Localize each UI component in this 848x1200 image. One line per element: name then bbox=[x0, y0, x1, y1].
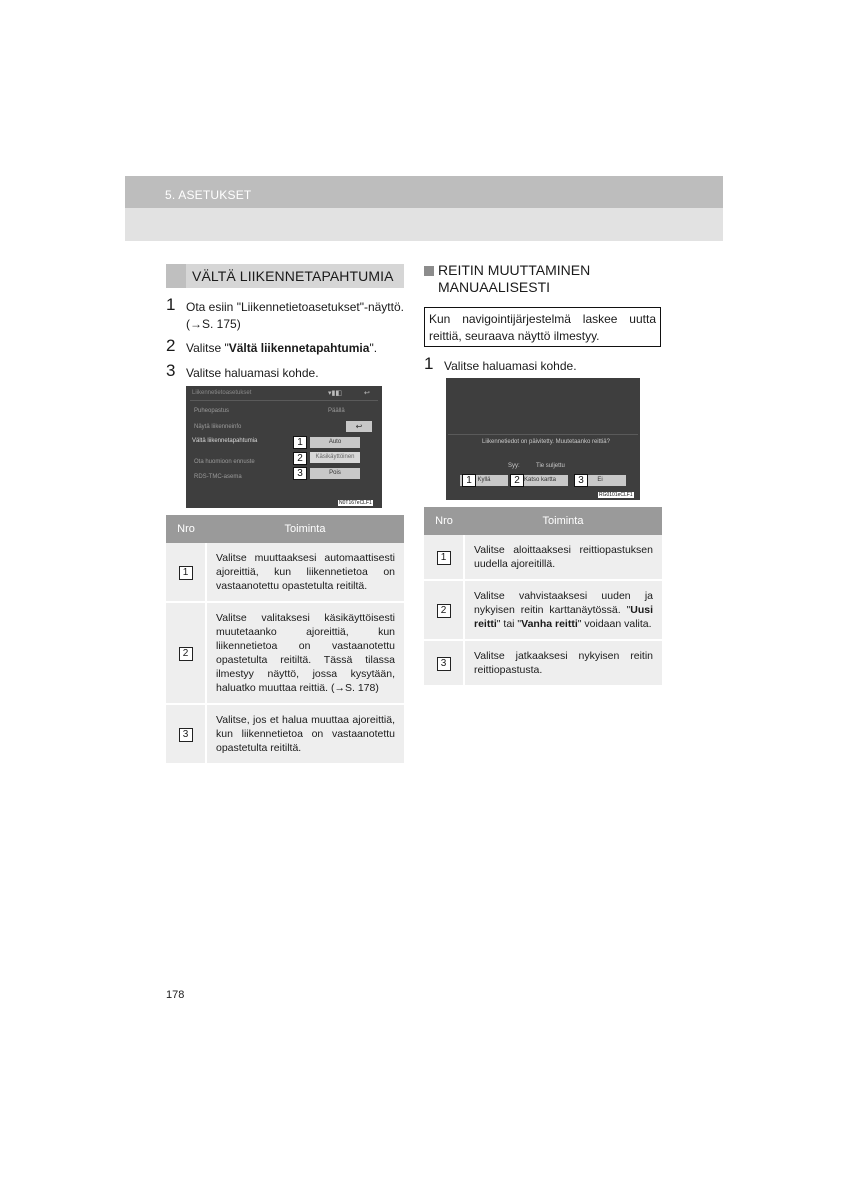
table-row bbox=[424, 640, 662, 686]
info-note-box: Kun navigointijärjestelmä laskee uutta reittiä, seuraava näyttö ilmestyy. bbox=[424, 307, 661, 347]
divider bbox=[448, 434, 638, 435]
row-show-traffic: Näytä liikenneinfo bbox=[194, 424, 242, 430]
col-header-toiminta: Toiminta bbox=[464, 507, 662, 535]
callout-1: 1 bbox=[462, 474, 476, 487]
reason-label: Syy: bbox=[508, 463, 520, 469]
chapter-title: 5. ASETUKSET bbox=[165, 188, 252, 202]
no-button[interactable]: Ei bbox=[574, 475, 626, 486]
reason-value: Tie suljettu bbox=[536, 463, 565, 469]
section-title-line2: MANUAALISESTI bbox=[438, 279, 551, 295]
row-number: 3 bbox=[179, 728, 193, 742]
screen-route-change bbox=[446, 378, 640, 500]
manual-button[interactable]: Käsikäyttöinen bbox=[310, 452, 360, 463]
off-button[interactable]: Pois bbox=[310, 468, 360, 479]
page-number: 178 bbox=[166, 989, 185, 1001]
option-new-route: Uusi reitti bbox=[474, 604, 653, 630]
row-text: Valitse valitaksesi käsikäyttöisesti muutetaanko ajoreittiä, kun liikennetietoa on vastaanotettu opastetulta reitiltä. Tässä tilassa ilmestyy näyttö, jossa kysytään, haluatko muuttaa reittiä. (→S. 178) bbox=[206, 602, 404, 704]
row-text: Valitse aloittaaksesi reittiopastuksen uudella ajoreitillä. bbox=[464, 535, 662, 580]
callout-3: 3 bbox=[574, 474, 588, 487]
section-title-text: VÄLTÄ LIIKENNETAPAHTUMIA bbox=[192, 268, 394, 284]
table-row bbox=[166, 602, 404, 704]
col-header-nro: Nro bbox=[166, 515, 206, 543]
row-text: Valitse, jos et halua muuttaa ajoreittiä, kun liikennetietoa on vastaanotettu opastetulta reitiltä. bbox=[206, 704, 404, 764]
row-rds-tmc: RDS-TMC-asema bbox=[194, 474, 242, 480]
option-old-route: Vanha reitti bbox=[521, 618, 578, 630]
col-header-toiminta: Toiminta bbox=[206, 515, 404, 543]
section-title-left bbox=[166, 264, 404, 288]
row-number: 1 bbox=[437, 551, 451, 565]
step-2 bbox=[166, 336, 406, 358]
table-row bbox=[424, 535, 662, 580]
callout-2: 2 bbox=[293, 452, 307, 465]
auto-button[interactable]: Auto bbox=[310, 437, 360, 448]
row-avoid-traffic: Vältä liikennetapahtumia bbox=[192, 438, 258, 444]
step-1-right bbox=[424, 354, 664, 376]
row-number: 2 bbox=[179, 647, 193, 661]
row-text: Valitse jatkaaksesi nykyisen reitin reittiopastusta. bbox=[464, 640, 662, 686]
callout-2: 2 bbox=[510, 474, 524, 487]
section-marker bbox=[166, 264, 186, 288]
row-text: Valitse muuttaaksesi automaattisesti ajoreittiä, kun liikennetietoa on vastaanotettu opastetulta reitiltä. bbox=[206, 543, 404, 602]
right-table bbox=[424, 507, 662, 687]
table-row bbox=[166, 704, 404, 764]
back-icon: ↩ bbox=[364, 390, 370, 397]
row-number: 1 bbox=[179, 566, 193, 580]
view-map-button[interactable]: Katso kartta bbox=[512, 475, 568, 486]
divider bbox=[190, 400, 378, 401]
section-title-line1: REITIN MUUTTAMINEN bbox=[438, 262, 591, 278]
step-number: 1 bbox=[166, 295, 176, 314]
step-3 bbox=[166, 361, 406, 383]
yes-button[interactable]: Kyllä bbox=[460, 475, 508, 486]
row-value-on: Päällä bbox=[328, 408, 345, 414]
route-question: Liikennetiedot on päivitetty. Muutetaanko reittiä? bbox=[482, 439, 610, 445]
row-consider-forecast: Ota huomioon ennuste bbox=[194, 459, 255, 465]
callout-3: 3 bbox=[293, 467, 307, 480]
step-text: Valitse haluamasi kohde. bbox=[444, 359, 577, 373]
callout-1: 1 bbox=[293, 436, 307, 449]
return-button[interactable]: ↩ bbox=[346, 421, 372, 432]
row-text-part: " tai " bbox=[496, 618, 522, 630]
row-number: 3 bbox=[437, 657, 451, 671]
step-number: 2 bbox=[166, 336, 176, 355]
step-bold-option: Vältä liikennetapahtumia bbox=[228, 341, 370, 355]
step-text: Valitse " bbox=[186, 341, 229, 355]
row-text-part: " voidaan valita. bbox=[577, 618, 652, 630]
step-text: Valitse haluamasi kohde. bbox=[186, 366, 319, 380]
step-text-end: ". bbox=[369, 341, 378, 355]
step-1 bbox=[166, 295, 406, 335]
screen-title: Liikennetietoasetukset bbox=[192, 390, 252, 396]
table-row bbox=[166, 543, 404, 602]
step-number: 1 bbox=[424, 354, 434, 373]
chapter-header-band bbox=[125, 208, 723, 241]
step-page-ref: (→S. 175) bbox=[186, 317, 241, 331]
step-number: 3 bbox=[166, 361, 176, 380]
image-code: RG0101eCLF1 bbox=[599, 492, 633, 498]
left-table bbox=[166, 515, 404, 765]
signal-icon: ▾▮◧ bbox=[328, 390, 342, 397]
step-text: Ota esiin "Liikennetietoasetukset"-näyttö. bbox=[186, 300, 404, 314]
table-row bbox=[424, 580, 662, 640]
row-text bbox=[464, 580, 662, 640]
col-header-nro: Nro bbox=[424, 507, 464, 535]
screen-traffic-settings bbox=[186, 386, 382, 508]
section-square-icon bbox=[424, 266, 434, 276]
row-text-part: Valitse vahvistaaksesi uuden ja nykyisen reitin karttanäytössä. " bbox=[474, 590, 653, 616]
image-code: N0T167eCLF1 bbox=[339, 500, 372, 506]
row-number: 2 bbox=[437, 604, 451, 618]
row-voice-guidance: Puheopastus bbox=[194, 408, 230, 414]
